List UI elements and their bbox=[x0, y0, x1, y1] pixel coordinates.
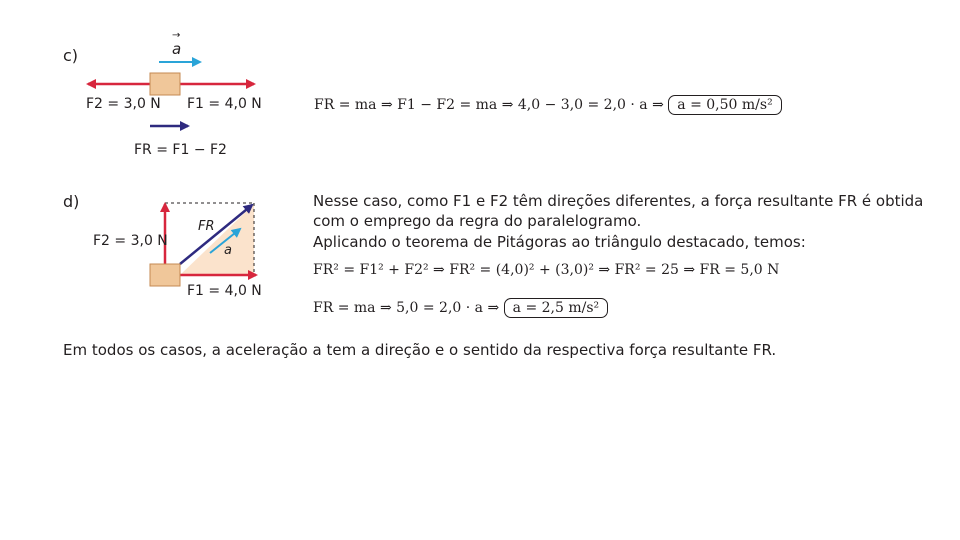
f2-label-c: F2 = 3,0 N bbox=[86, 96, 161, 112]
f1-label-d: F1 = 4,0 N bbox=[187, 283, 262, 299]
f1-label-c: F1 = 4,0 N bbox=[187, 96, 262, 112]
equation-d1: FR² = F1² + F2² ⇒ FR² = (4,0)² + (3,0)² ⇒ FR² = 25 ⇒ FR = 5,0 N bbox=[313, 262, 780, 278]
block-d bbox=[150, 264, 180, 286]
f2-label-d: F2 = 3,0 N bbox=[93, 233, 168, 249]
result-c: a = 0,50 m/s² bbox=[668, 95, 781, 115]
highlight-triangle bbox=[180, 204, 254, 275]
text-d-line1: Nesse caso, como F1 e F2 têm direções diferentes, a força resultante FR é obtida bbox=[313, 192, 924, 210]
text-d-line2: com o emprego da regra do paralelogramo. bbox=[313, 212, 642, 230]
conclusion-text: Em todos os casos, a aceleração a tem a direção e o sentido da respectiva força resultante FR. bbox=[63, 341, 777, 359]
block-c bbox=[150, 73, 180, 95]
equation-d2-text: FR = ma ⇒ 5,0 = 2,0 · a ⇒ bbox=[313, 300, 500, 316]
accel-label-d: a bbox=[224, 243, 232, 258]
result-d: a = 2,5 m/s² bbox=[504, 298, 608, 318]
fr-label-d: FR bbox=[198, 219, 215, 234]
equation-c bbox=[314, 97, 782, 113]
fr-label-c: FR = F1 − F2 bbox=[134, 142, 227, 158]
equation-c-text: FR = ma ⇒ F1 − F2 = ma ⇒ 4,0 − 3,0 = 2,0 · a ⇒ bbox=[314, 97, 664, 113]
equation-d2 bbox=[313, 300, 608, 316]
text-d-line3: Aplicando o teorema de Pitágoras ao triângulo destacado, temos: bbox=[313, 233, 806, 251]
accel-label-c: → a bbox=[172, 40, 181, 58]
part-c-label: c) bbox=[63, 46, 79, 65]
part-d-label: d) bbox=[63, 192, 80, 211]
